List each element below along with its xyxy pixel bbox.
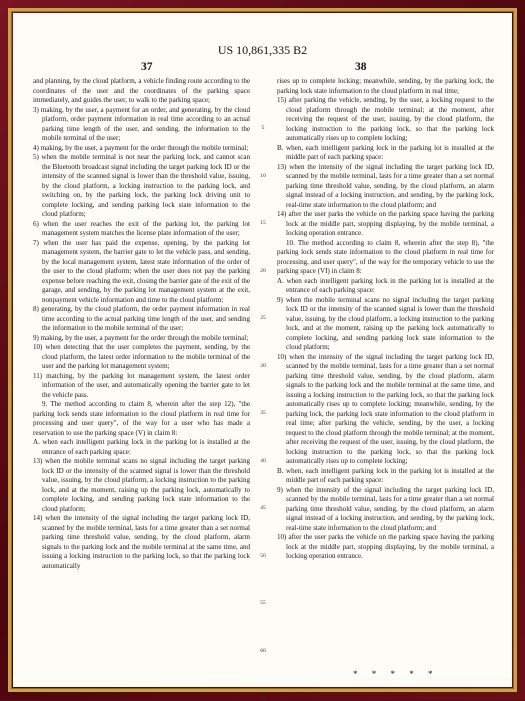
claim-paragraph: 13) when the mobile terminal scans no signal including the target parking lock ID or the intensity of the scanned signal is lower than the threshold value, issuing, by the cloud platform, a locking instruction to the parking lock, and at the moment, raising up the parking lock, automatically to complete locking, and sending parking lock state information to the cloud platform;: [33, 457, 250, 513]
line-number: 10: [260, 172, 266, 179]
claim-paragraph: 9) when the intensity of the signal including the target parking lock ID, scanned by the mobile terminal, lasts for a time greater than a set normal parking time threshold value, sending, by the cloud platform, an alarm signal instead of a locking instruction, and sending, by the parking lock, real-time state information to the cloud platform; and: [277, 485, 494, 532]
claim-paragraph: 9) when the mobile terminal scans no signal including the target parking lock ID or the intensity of the scanned signal is lower than the threshold value, issuing, by the cloud platform, a locking instruction to the parking lock, and at the moment, raising up the parking lock automatically to complete locking, and sending parking lock state information to the cloud platform;: [277, 295, 494, 351]
claim-paragraph: 14) when the intensity of the signal including the target parking lock ID, scanned by the mobile terminal, lasts for a time greater than a set normal parking time threshold value, sending, by the cloud platform, alarm signals to the parking lock and the mobile terminal at the same time, and issuing a locking instruction to the parking lock, so that the parking lock automatically: [33, 514, 250, 570]
line-number: 5: [261, 125, 265, 131]
claim-paragraph: B. when, each intelligent parking lock in the parking lot is installed at the middle part of each parking space:: [277, 466, 494, 484]
claim-paragraph: A. when each intelligent parking lock in the parking lot is installed at the entrance of each parking space:: [277, 276, 494, 294]
claim-paragraph: 15) after parking the vehicle, sending, by the user, a locking request to the cloud platform through the mobile terminal; at the moment, after receiving the request of the user, issuing, by the cloud platform, the locking instruction to the parking lock, so that the parking lock automatically rises up to complete locking;: [277, 96, 494, 142]
claim-paragraph: 3) making, by the user, a payment for an order, and generating, by the cloud platform, order payment information in real time according to an actual parking time length of the user, and sending, the information to the mobile terminal of the user;: [33, 105, 250, 142]
claim-paragraph: 11) matching, by the parking lot management system, the latest order information of the user, and automatically opening the barrier gate to let the vehicle pass.: [33, 371, 250, 399]
line-number: 20: [260, 267, 266, 274]
claim-paragraph: and planning, by the cloud platform, a vehicle finding route according to the coordinates of the user and the coordinates of the parking space immediately, and guides the user, to walk to the parking space;: [33, 77, 250, 104]
patent-number: US 10,861,335 B2: [217, 43, 308, 57]
line-number: 60: [260, 647, 266, 654]
line-number: 30: [260, 362, 266, 369]
claim-paragraph: rises up to complete locking; meanwhile, sending, by the parking lock, the parking lock state information to the cloud platform in real time;: [277, 77, 494, 95]
claim-paragraph: 4) making, by the user, a payment for the order through the mobile terminal;: [33, 143, 249, 152]
claim-paragraph: 5) when the mobile terminal is not near the parking lock, and cannot scan the Bluetooth broadcast signal including the target parking lock ID or the intensity of the scanned signal is lower than the threshold value, issuing, by the cloud platform, a locking instruction to the parking lock, and switching on, by the parking lock, the parking lock driving unit to complete locking, and sending parking lock state information to the cloud platform;: [33, 153, 250, 218]
claim-paragraph: 10) when detecting that the user completes the payment, sending, by the cloud platform, the latest order information to the mobile terminal of the user and the parking lot management system;: [33, 343, 250, 370]
line-number: 40: [260, 457, 266, 464]
claim-paragraph: 13) when the intensity of the signal including the target parking lock ID, scanned by the mobile terminal, lasts for a time greater than a set normal parking time threshold value, sending, by the cloud platform, an alarm signal instead of a locking instruction, and sending, by the parking lock, real-time state information to the cloud platform; and: [277, 162, 494, 209]
line-number: 65: [260, 695, 266, 701]
line-number: 35: [260, 410, 266, 416]
line-number: 55: [260, 600, 266, 606]
claim-paragraph: 7) when the user has paid the expense, opening, by the parking lot management system, the barrier gate to let the vehicle pass, and sending, by the local management system, latest state information of the order of the user to the cloud platform; when the user does not pay the parking expense before reaching the exit, closing the barrier gate of the exit of the garage, and sending, by the parking lot management system at the exit, nonpayment vehicle information and time to the cloud platform;: [33, 238, 250, 304]
line-number: 25: [260, 315, 266, 321]
column-number-right: 38: [355, 61, 367, 73]
claim-paragraph: 10) after the user parks the vehicle on the parking space having the parking lock at the middle part, stopping displaying, by the mobile terminal, a locking operation entrance.: [277, 533, 494, 560]
claim-paragraph: A. when each intelligent parking lock in the parking lot is installed at the entrance of each parking space:: [33, 438, 250, 456]
right-column: [277, 77, 494, 562]
claim-paragraph: 10) when the intensity of the signal including the target parking lock ID, scanned by the mobile terminal, lasts for a time greater than a set normal parking time threshold value, sending, by the cloud platform, alarm signals to the parking lock and the mobile terminal at the same time, and issuing a locking instruction to the parking lock, so that the parking lock automatically rises up to complete locking; meanwhile, sending, by the parking lock, the parking lock state information to the cloud platform in real time; after parking the vehicle, sending, by the user, a locking request to the cloud platform through the mobile terminal; at the moment, after receiving the request of the user, issuing, by the cloud platform, the locking instruction to the parking lock, so that the parking lock automatically rises up to complete locking;: [277, 352, 494, 465]
claim-paragraph: 9. The method according to claim 8, wherein after the step 12), "the parking lock sends state information to the cloud platform in real time for processing and user query", of the way for a user who has made a reservation to use the parking space (V) in claim 8:: [33, 400, 250, 437]
line-number: 15: [260, 220, 266, 226]
line-number: 50: [260, 552, 266, 559]
line-number: 45: [260, 505, 266, 511]
claim-paragraph: 14) after the user parks the vehicle on the parking space having the parking lock at the middle part, stopping displaying, by the mobile terminal, a locking operation entrance.: [277, 210, 494, 237]
claim-paragraph: B. when, each intelligent parking lock in the parking lot is installed at the middle part of each parking space:: [277, 143, 494, 161]
left-column: [33, 77, 250, 571]
claim-paragraph: 6) when the user reaches the exit of the parking lot, the parking lot management system matches the license plate information of the user;: [33, 219, 250, 237]
claim-paragraph: 9) making, by the user, a payment for the order through the mobile terminal;: [33, 333, 249, 342]
end-marker: * * * * *: [353, 669, 439, 679]
claim-paragraph: 10. The method according to claim 8, wherein after the step 8), "the parking lock sends state information to the cloud platform in real time for processing, and user query", of the way for the temporary vehicle to use the parking space (VI) in claim 8:: [277, 238, 494, 275]
patent-page: [13, 13, 512, 701]
claim-paragraph: 8) generating, by the cloud platform, the order payment information in real time according to the actual parking time length of the user, and sending the information to the mobile terminal of the user;: [33, 305, 250, 332]
column-number-left: 37: [141, 61, 153, 73]
